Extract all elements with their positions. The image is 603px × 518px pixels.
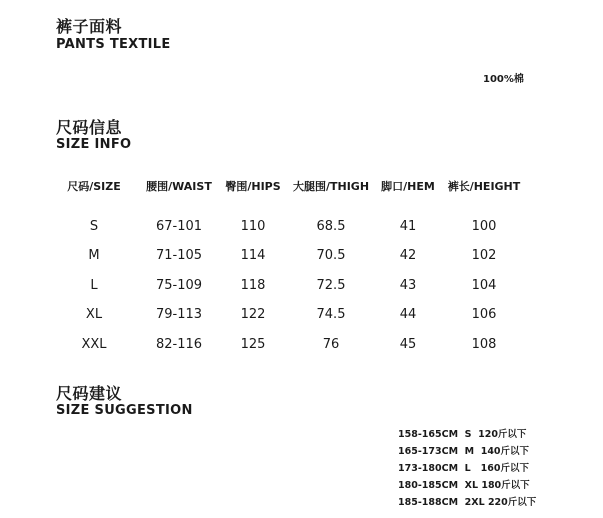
table-cell: 79-113 [155,307,203,322]
table-cell: 43 [399,278,417,293]
table-cell: 118 [240,278,266,293]
table-cell: 106 [471,307,497,322]
table-cell: 125 [240,337,266,352]
table-cell: XXL [81,337,107,352]
table-cell: 68.5 [316,219,346,234]
table-cell: 72.5 [316,278,346,293]
list-item: 180-185CM XL 180斤以下 [398,480,530,491]
table-cell: 110 [240,219,266,234]
table-cell: 71-105 [155,248,203,263]
size-suggestion-title-cn: 尺码建议 [56,384,123,403]
table-header-thigh: 大腿围/THIGH [292,180,370,193]
table-cell: 41 [399,219,417,234]
size-suggestion-list [398,426,536,511]
textile-title-en: PANTS TEXTILE [56,37,171,52]
table-cell: S [89,219,99,234]
table-cell: 42 [399,248,417,263]
list-item: 185-188CM 2XL 220斤以下 [398,497,537,508]
table-cell: 45 [399,337,417,352]
table-cell: 44 [399,307,417,322]
table-cell: 70.5 [316,248,346,263]
size-info-title-cn: 尺码信息 [56,118,123,137]
table-header-hips: 臀围/HIPS [225,180,281,193]
table-cell: 100 [471,219,497,234]
table-header-waist: 腰围/WAIST [146,180,212,193]
textile-value: 100%棉 [483,74,524,85]
table-cell: M [88,248,100,263]
table-cell: 82-116 [155,337,203,352]
table-header-height: 裤长/HEIGHT [447,180,521,193]
size-info-title-en: SIZE INFO [56,137,132,152]
table-header-size: 尺码/SIZE [67,180,121,193]
table-header-hem: 脚口/HEM [381,180,435,193]
table-cell: 114 [240,248,266,263]
table-cell: 122 [240,307,266,322]
textile-title-cn: 裤子面料 [56,17,123,36]
table-cell: 74.5 [316,307,346,322]
list-item: 173-180CM L 160斤以下 [398,463,529,474]
table-cell: 76 [322,337,340,352]
table-cell: XL [85,307,103,322]
table-cell: 104 [471,278,497,293]
size-suggestion-title-en: SIZE SUGGESTION [56,403,193,418]
table-cell: 108 [471,337,497,352]
table-cell: 67-101 [155,219,203,234]
list-item: 165-173CM M 140斤以下 [398,446,530,457]
table-cell: 102 [471,248,497,263]
table-cell: 75-109 [155,278,203,293]
list-item: 158-165CM S 120斤以下 [398,429,527,440]
table-cell: L [90,278,98,293]
